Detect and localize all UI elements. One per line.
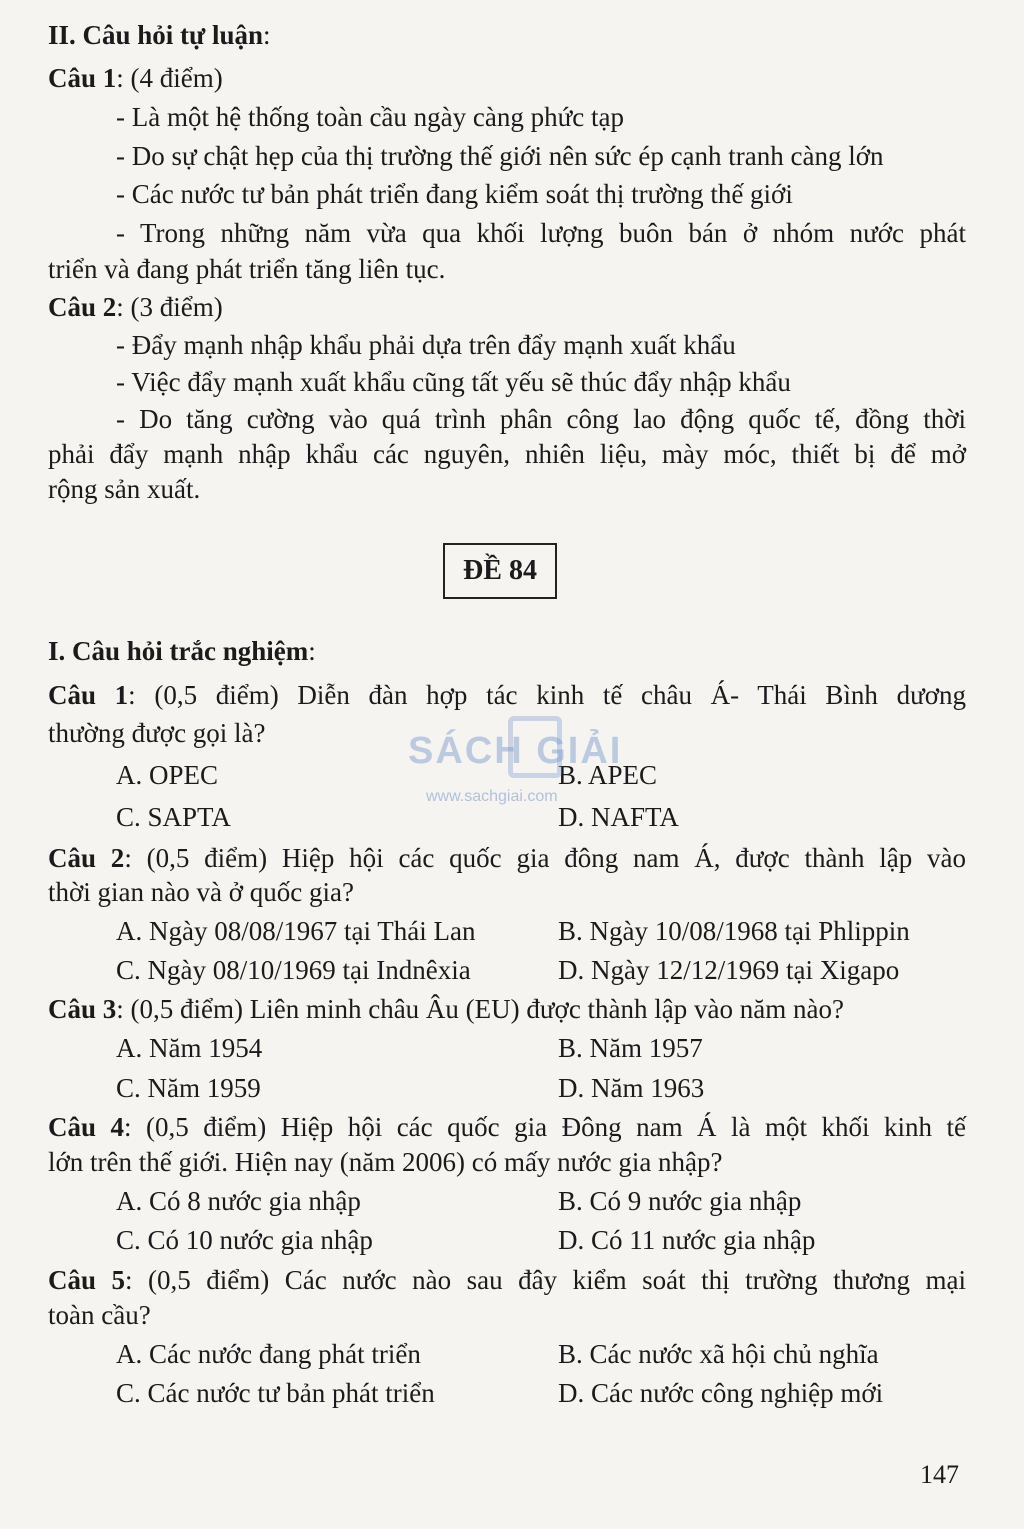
answer-line: rộng sản xuất. bbox=[48, 474, 201, 504]
section-2-heading: II. Câu hỏi tự luận: bbox=[48, 20, 271, 50]
watermark-url: www.sachgiai.com bbox=[426, 788, 558, 805]
option-d: D. Năm 1963 bbox=[558, 1073, 705, 1103]
option-b: B. Năm 1957 bbox=[558, 1033, 703, 1063]
question-1-text: Câu 1: (0,5 điểm) Diễn đàn hợp tác kinh tế châu Á- Thái Bình dương bbox=[48, 680, 966, 710]
option-a: A. OPEC bbox=[116, 760, 219, 790]
option-c: C. Ngày 08/10/1969 tại Indnêxia bbox=[116, 955, 471, 985]
watermark-brand: SÁCH GIẢI bbox=[408, 730, 623, 772]
option-a: A. Năm 1954 bbox=[116, 1033, 263, 1063]
answer-line: - Việc đẩy mạnh xuất khẩu cũng tất yếu sẽ thúc đẩy nhập khẩu bbox=[116, 367, 791, 397]
option-a: A. Các nước đang phát triển bbox=[116, 1339, 421, 1369]
option-c: C. SAPTA bbox=[116, 802, 231, 832]
option-b: B. Ngày 10/08/1968 tại Phlippin bbox=[558, 916, 910, 946]
watermark bbox=[408, 716, 628, 816]
answer-line: phải đẩy mạnh nhập khẩu các nguyên, nhiên liệu, mày móc, thiết bị để mở bbox=[48, 439, 966, 469]
question-4-text-cont: lớn trên thế giới. Hiện nay (năm 2006) có mấy nước gia nhập? bbox=[48, 1147, 723, 1177]
option-d: D. NAFTA bbox=[558, 802, 679, 832]
essay-question-2-header: Câu 2: (3 điểm) bbox=[48, 292, 223, 322]
question-5-text-cont: toàn cầu? bbox=[48, 1300, 151, 1330]
option-d: D. Có 11 nước gia nhập bbox=[558, 1225, 816, 1255]
answer-line: - Trong những năm vừa qua khối lượng buôn bán ở nhóm nước phát bbox=[116, 218, 966, 248]
option-b: B. Các nước xã hội chủ nghĩa bbox=[558, 1339, 879, 1369]
option-a: A. Ngày 08/08/1967 tại Thái Lan bbox=[116, 916, 476, 946]
option-d: D. Các nước công nghiệp mới bbox=[558, 1378, 884, 1408]
exam-title: ĐỀ 84 bbox=[443, 543, 557, 599]
option-b: B. APEC bbox=[558, 760, 658, 790]
question-2-text: Câu 2: (0,5 điểm) Hiệp hội các quốc gia đông nam Á, được thành lập vào bbox=[48, 843, 967, 873]
option-a: A. Có 8 nước gia nhập bbox=[116, 1186, 361, 1216]
section-1-heading: I. Câu hỏi trắc nghiệm: bbox=[48, 636, 316, 666]
question-2-text-cont: thời gian nào và ở quốc gia? bbox=[48, 877, 354, 907]
question-4-text: Câu 4: (0,5 điểm) Hiệp hội các quốc gia Đông nam Á là một khối kinh tế bbox=[48, 1112, 966, 1142]
answer-line: - Đẩy mạnh nhập khẩu phải dựa trên đẩy mạnh xuất khẩu bbox=[116, 330, 736, 360]
question-3-text: Câu 3: (0,5 điểm) Liên minh châu Âu (EU) được thành lập vào năm nào? bbox=[48, 994, 844, 1024]
answer-line: - Là một hệ thống toàn cầu ngày càng phức tạp bbox=[116, 102, 624, 132]
option-c: C. Năm 1959 bbox=[116, 1073, 261, 1103]
answer-line: - Do tăng cường vào quá trình phân công lao động quốc tế, đồng thời bbox=[116, 404, 966, 434]
essay-question-1-header: Câu 1: (4 điểm) bbox=[48, 63, 223, 93]
page-number: 147 bbox=[920, 1460, 959, 1489]
option-d: D. Ngày 12/12/1969 tại Xigapo bbox=[558, 955, 900, 985]
answer-line: - Các nước tư bản phát triển đang kiểm soát thị trường thế giới bbox=[116, 179, 793, 209]
option-c: C. Các nước tư bản phát triển bbox=[116, 1378, 435, 1408]
question-5-text: Câu 5: (0,5 điểm) Các nước nào sau đây kiểm soát thị trường thương mại bbox=[48, 1265, 967, 1295]
answer-line: triển và đang phát triển tăng liên tục. bbox=[48, 254, 446, 284]
option-c: C. Có 10 nước gia nhập bbox=[116, 1225, 373, 1255]
option-b: B. Có 9 nước gia nhập bbox=[558, 1186, 802, 1216]
answer-line: - Do sự chật hẹp của thị trường thế giới nên sức ép cạnh tranh càng lớn bbox=[116, 141, 884, 171]
question-1-text-cont: thường được gọi là? bbox=[48, 718, 266, 748]
